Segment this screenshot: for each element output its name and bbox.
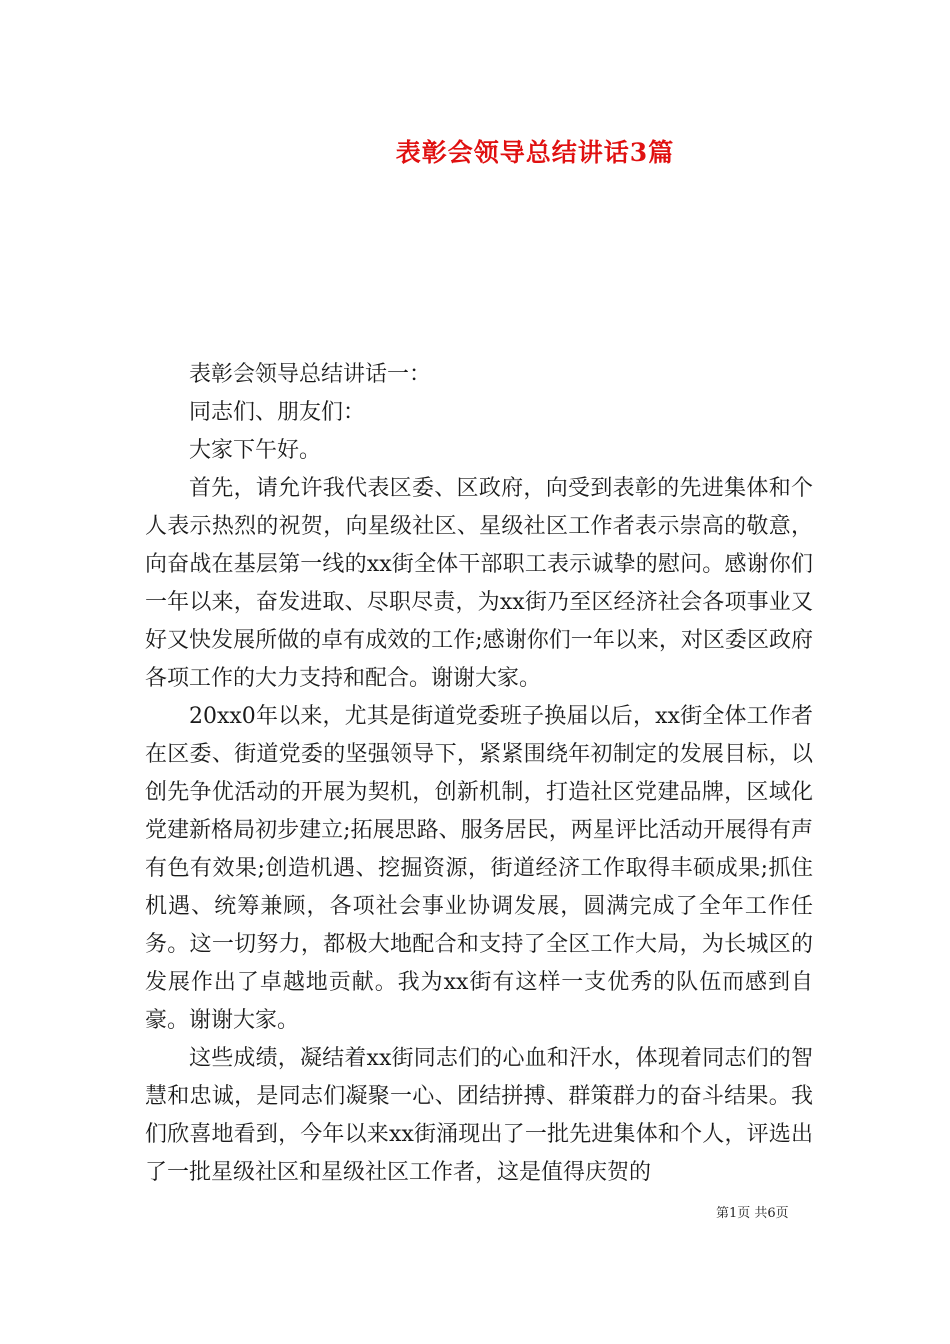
paragraph-greeting: 大家下午好。 bbox=[189, 438, 322, 463]
paragraph-body: 首先，请允许我代表区委、区政府，向受到表彰的先进集体和个人表示热烈的祝贺，向星级社区、星级社区工作者表示崇高的敬意，向奋战在基层第一线的xx街全体干部职工表示诚挚的慰问。感谢你们一年以来，奋发进取、尽职尽责，为xx街乃至区经济社会各项事业又好又快发展所做的卓有成效的工作;感谢你们一年以来，对区委区政府各项工作的大力支持和配合。谢谢大家。 bbox=[145, 476, 813, 691]
paragraph-heading: 表彰会领导总结讲话一： bbox=[189, 362, 432, 387]
page-number-footer: 第1页 共6页 bbox=[716, 1206, 789, 1221]
paragraph-body: 这些成绩，凝结着xx街同志们的心血和汗水，体现着同志们的智慧和忠诚，是同志们凝聚一心、团结拼搏、群策群力的奋斗结果。我们欣喜地看到，今年以来xx街涌现出了一批先进集体和个人，评选出了一批星级社区和星级社区工作者，这是值得庆贺的 bbox=[145, 1046, 813, 1185]
document-body bbox=[145, 356, 813, 1192]
paragraph-salutation: 同志们、朋友们： bbox=[189, 400, 366, 425]
document-title: 表彰会领导总结讲话3篇 bbox=[395, 138, 675, 167]
paragraph-body: 20xx0年以来，尤其是街道党委班子换届以后，xx街全体工作者在区委、街道党委的坚强领导下，紧紧围绕年初制定的发展目标，以创先争优活动的开展为契机，创新机制，打造社区党建品牌，区域化党建新格局初步建立;拓展思路、服务居民，两星评比活动开展得有声有色有效果;创造机遇、挖掘资源，街道经济工作取得丰硕成果;抓住机遇、统筹兼顾，各项社会事业协调发展，圆满完成了全年工作任务。这一切努力，都极大地配合和支持了全区工作大局，为长城区的发展作出了卓越地贡献。我为xx街有这样一支优秀的队伍而感到自豪。谢谢大家。 bbox=[145, 704, 813, 1033]
